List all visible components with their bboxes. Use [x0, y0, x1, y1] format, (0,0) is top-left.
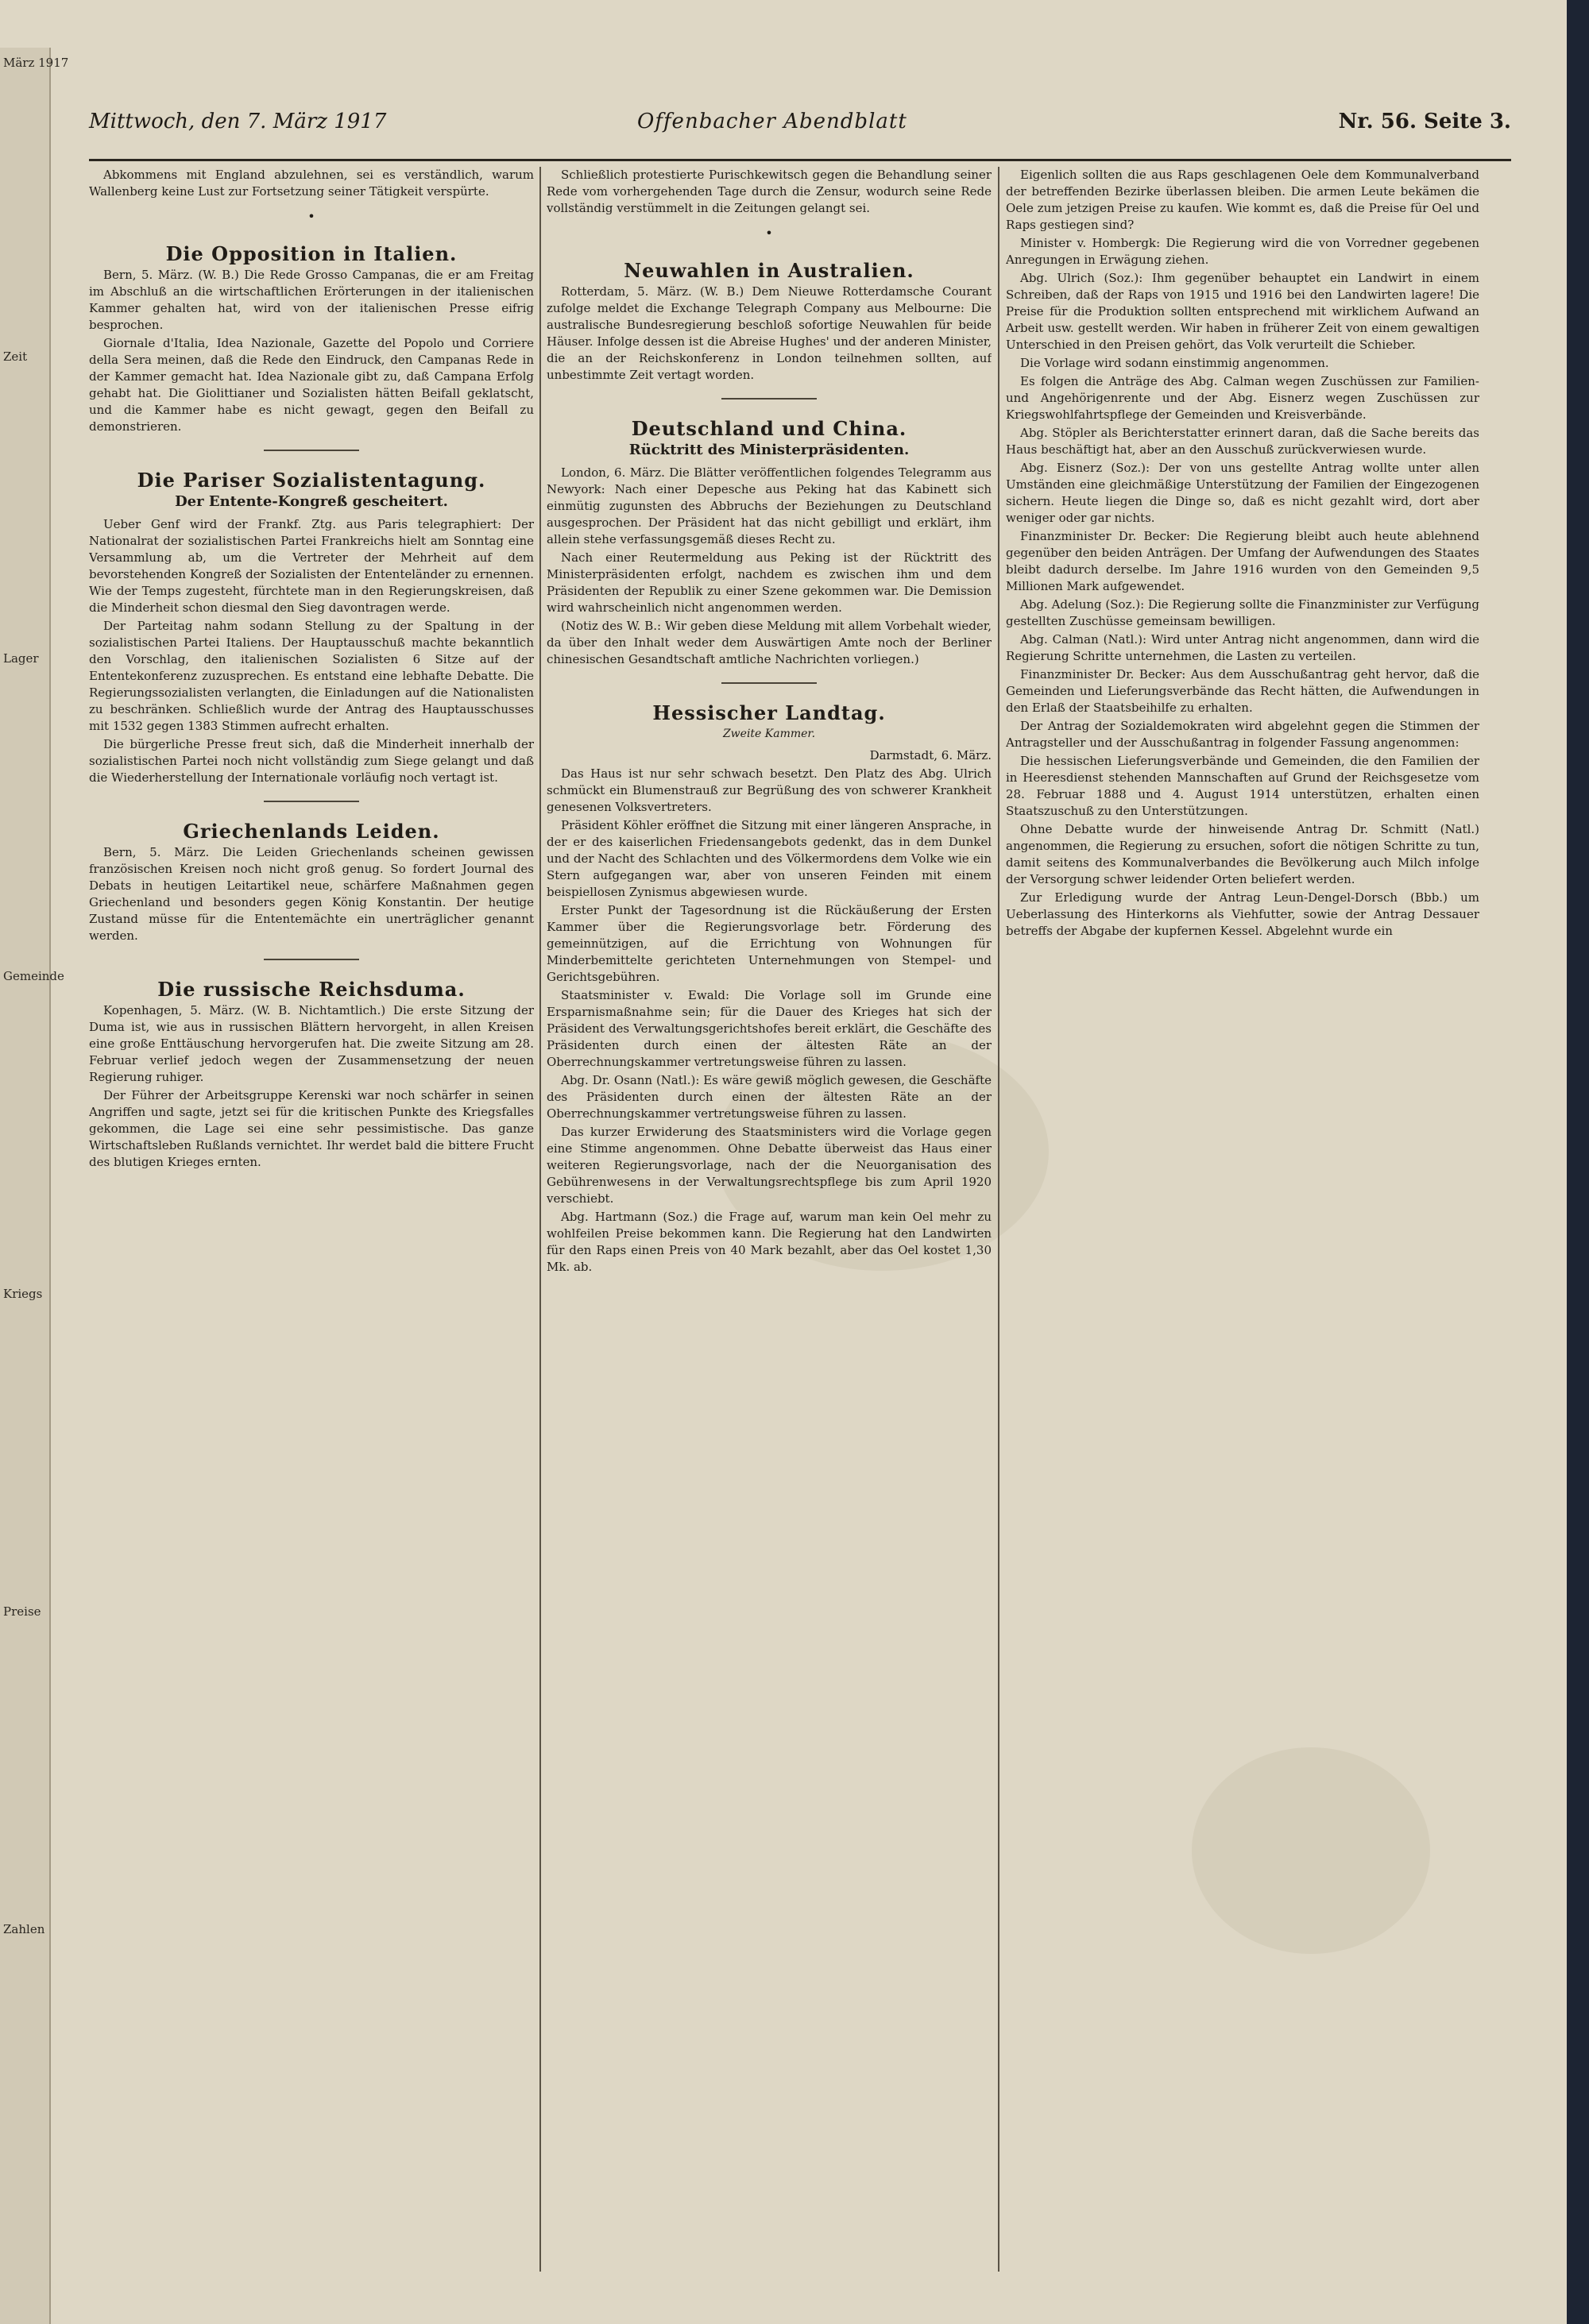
- article-text: Ohne Debatte wurde der hinweisende Antrag Dr. Schmitt (Natl.) angenommen, die Regierung zu ersuchen, sofort die nötigen Schritte zu tun, damit seitens des Kommunalverbandes die Bevölkerung auch Milch infolge der Versorgung schwer leidender Orten beliefert werden.: [1006, 822, 1479, 886]
- headline-hessian-landtag: Hessischer Landtag.: [652, 701, 886, 724]
- masthead: Offenbacher Abendblatt: [637, 110, 907, 133]
- article-text: Abg. Hartmann (Soz.) die Frage auf, warum man kein Oel mehr zu wohlfeilen Preise bekommen kann. Die Regierung hat den Landwirten für den Raps einen Preis von 40 Mark bezahlt, aber das Oel kostet 1,30 Mk. ab.: [547, 1210, 992, 1274]
- headline-russian-duma: Die russische Reichsduma.: [157, 978, 466, 1001]
- article-divider: [721, 398, 817, 400]
- column-rule: [539, 167, 541, 2272]
- prev-page-fragment: Preise: [3, 1604, 41, 1619]
- article-divider: [264, 450, 359, 451]
- page-number: Nr. 56. Seite 3.: [1338, 110, 1511, 133]
- article-text: Zur Erledigung wurde der Antrag Leun-Dengel-Dorsch (Bbb.) um Ueberlassung des Hinterkorns als Viehfutter, sowie der Antrag Dessauer betreffs der Abgabe der kupfernen Kessel. Abgelehnt wurde ein: [1006, 890, 1479, 938]
- prev-page-fragment: Lager: [3, 651, 39, 666]
- column-right: [1006, 167, 1479, 2280]
- article-text: Abg. Eisnerz (Soz.): Der von uns gestellte Antrag wollte unter allen Umständen eine gleichmäßige Unterstützung der Familien der Eingezogenen sichern. Heute liegen die Dinge so, daß es nicht gezahlt wird, dort aber weniger oder gar nichts.: [1006, 461, 1479, 525]
- subheadline-second-chamber: Zweite Kammer.: [722, 728, 816, 740]
- article-text: Finanzminister Dr. Becker: Die Regierung bleibt auch heute ablehnend gegenüber den beiden Anträgen. Der Umfang der Aufwendungen des Staates bleibt dadurch derselbe. Im Jahre 1916 wurden von den Gemeinden 9,5 Millionen Mark aufgewendet.: [1006, 529, 1479, 593]
- prev-page-fragment: Zahlen: [3, 1922, 45, 1936]
- article-text: Präsident Köhler eröffnet die Sitzung mit einer längeren Ansprache, in der er des kaiserlichen Friedensangebots gedenkt, das in dem Dunkel und der Nacht des Schlachten und des Völkermordens dem Volke wie ein Stern aufgegangen war, aber von unseren Feinden mit einem beispiellosen Zynismus abgewiesen wurde.: [547, 818, 992, 899]
- article-text: Der Antrag der Sozialdemokraten wird abgelehnt gegen die Stimmen der Antragsteller und der Ausschußantrag in folgender Fassung angenommen:: [1006, 719, 1479, 750]
- article-text: Giornale d'Italia, Idea Nazionale, Gazette del Popolo und Corriere della Sera meinen, daß die Rede den Eindruck, den Campanas Rede in der Kammer gemacht hat. Idea Nazionale gibt zu, daß Campana Erfolg gehabt hat. Die Giolittianer und Sozialisten hätten Beifall geklatscht, und die Kammer habe es nicht gewagt, gegen den Beifall zu demonstrieren.: [89, 336, 534, 434]
- page-header: [89, 103, 1511, 161]
- ornament: •: [307, 209, 315, 224]
- article-text: Nach einer Reutermeldung aus Peking ist der Rücktritt des Ministerpräsidenten erfolgt, nachdem es zwischen ihm und dem Präsidenten der Republik zu einer Szene gekommen war. Die Demission wird wahrscheinlich nicht angenommen werden.: [547, 550, 992, 615]
- article-text: Das kurzer Erwiderung des Staatsministers wird die Vorlage gegen eine Stimme angenommen. Ohne Debatte überweist das Haus einer weiteren Regierungsvorlage, nach der die Neuorganisation des Gebührenwesens in der Verwaltungsrechtspflege bis zum April 1920 verschiebt.: [547, 1125, 992, 1206]
- article-text: London, 6. März. Die Blätter veröffentlichen folgendes Telegramm aus Newyork: Nach einer Depesche aus Peking hat das Kabinett sich einmütig zugunsten des Abbruchs der Beziehungen zu Deutschland ausgesprochen. Der Präsident hat das nicht gebilligt und erklärt, ihm allein stehe verfassungsgemäß dieses Recht zu.: [547, 465, 992, 546]
- headline-opposition-italy: Die Opposition in Italien.: [165, 242, 458, 265]
- article-text: Rotterdam, 5. März. (W. B.) Dem Nieuwe Rotterdamsche Courant zufolge meldet die Exchange Telegraph Company aus Melbourne: Die australische Bundesregierung beschloß sofortige Neuwahlen für beide Häuser. Infolge dessen ist die Abreise Hughes' und der anderen Minister, die an der Reichskonferenz in London teilnehmen sollten, auf unbestimmte Zeit vertagt worden.: [547, 284, 992, 382]
- headline-greece: Griechenlands Leiden.: [183, 820, 440, 843]
- article-text: Minister v. Hombergk: Die Regierung wird die von Vorredner gegebenen Anregungen in Erwägung ziehen.: [1006, 236, 1479, 267]
- article-text: Kopenhagen, 5. März. (W. B. Nichtamtlich.) Die erste Sitzung der Duma ist, wie aus in russischen Blättern hervorgeht, in allen Kreisen eine große Enttäuschung hervorgerufen hat. Die zweite Sitzung am 28. Februar verlief jedoch wegen der Zusammensetzung der neuen Regierung ruhiger.: [89, 1003, 534, 1084]
- subheadline-resignation: Rücktritt des Ministerpräsidenten.: [628, 442, 910, 458]
- article-text: Eigenlich sollten die aus Raps geschlagenen Oele dem Kommunalverband der betreffenden Bezirke überlassen bleiben. Die armen Leute bekämen die Oele zum jetzigen Preise zu kaufen. Wie kommt es, daß die Preise für Oel und Raps gestiegen sind?: [1006, 168, 1479, 232]
- column-rule: [998, 167, 999, 2272]
- previous-page-edge: [0, 48, 69, 2324]
- headline-australia: Neuwahlen in Australien.: [624, 259, 914, 282]
- article-text: Abg. Calman (Natl.): Wird unter Antrag nicht angenommen, dann wird die Regierung Schritte unternehmen, die Lasten zu verteilen.: [1006, 632, 1479, 663]
- article-text: Es folgen die Anträge des Abg. Calman wegen Zuschüssen zur Familien- und Angehörigenrente und der Abg. Eisnerz wegen Zuschüssen zur Kriegswohlfahrtspflege der Gemeinden und Kreisverbände.: [1006, 374, 1479, 422]
- article-text: Abg. Ulrich (Soz.): Ihm gegenüber behauptet ein Landwirt in einem Schreiben, daß der Raps von 1915 und 1916 bei den Landwirten lagere! Die Preise für die Produktion sollten entsprechend mit wirklichem Aufwand an Arbeit usw. gestellt werden. Wir haben in früherer Zeit von einem gewaltigen Unterschied in den Preisen gehört, das Volk verurteilt die Schieber.: [1006, 271, 1479, 352]
- article-text: Abg. Adelung (Soz.): Die Regierung sollte die Finanzminister zur Verfügung gestellten Zuschüsse gemeinsam bewilligen.: [1006, 597, 1479, 628]
- article-text: Der Parteitag nahm sodann Stellung zu der Spaltung in der sozialistischen Partei Italiens. Der Hauptausschuß machte bekanntlich den Vorschlag, den italienischen Sozialisten 6 Sitze auf der Ententekonferenz zuzusprechen. Es entstand eine lebhafte Debatte. Die Regierungssozialisten verlangten, die Einladungen auf die Nationalisten zu beschränken. Schließlich wurde der Antrag des Hauptausschusses mit 1532 gegen 1383 Stimmen aufrecht erhalten.: [89, 619, 534, 733]
- article-divider: [264, 801, 359, 802]
- issue-date: Mittwoch, den 7. März 1917: [89, 110, 387, 133]
- article-text: Die bürgerliche Presse freut sich, daß die Minderheit innerhalb der sozialistischen Partei noch nicht vollständig zum Siege gelangt und daß die Wiederherstellung der Internationale vorläufig noch vertagt ist.: [89, 737, 534, 785]
- article-divider: [264, 959, 359, 960]
- article-text: Ueber Genf wird der Frankf. Ztg. aus Paris telegraphiert: Der Nationalrat der sozialistischen Partei Frankreichs hielt am Sonntag eine Versammlung ab, um die Vertreter der Mehrheit auf dem bevorstehenden Kongreß der Sozialisten der Ententeländer zu ernennen. Wie der Temps zugesteht, fürchtete man in den Regierungskreisen, daß die Minderheit schon diesmal den Sieg davontragen werde.: [89, 517, 534, 615]
- article-text: Abg. Dr. Osann (Natl.): Es wäre gewiß möglich gewesen, die Geschäfte des Präsidenten durch einen der ältesten Räte an der Oberrechnungskammer vertretungsweise führen zu lassen.: [547, 1073, 992, 1121]
- article-text: Staatsminister v. Ewald: Die Vorlage soll im Grunde eine Ersparnismaßnahme sein; für die Dauer des Krieges hat sich der Präsident des Verwaltungsgerichtshofes bereit erklärt, die Geschäfte des Präsidenten durch einen der ältesten Räte an der Oberrechnungskammer vertretungsweise führen zu lassen.: [547, 988, 992, 1069]
- article-text: Die Vorlage wird sodann einstimmig angenommen.: [1020, 356, 1329, 370]
- prev-page-fragment: März 1917: [3, 56, 69, 70]
- headline-paris-socialists: Die Pariser Sozialistentagung.: [137, 469, 486, 492]
- article-text: Finanzminister Dr. Becker: Aus dem Ausschußantrag geht hervor, daß die Gemeinden und Lieferungsverbände das Recht hätten, die Aufwendungen in den Erlaß der Staatsbeihilfe zu erhalten.: [1006, 667, 1479, 715]
- article-note: (Notiz des W. B.: Wir geben diese Meldung mit allem Vorbehalt wieder, da über den Inhalt weder dem Auswärtigen Amte noch der Berliner chinesischen Gesandtschaft amtliche Nachrichten vorliegen.): [547, 619, 992, 666]
- column-middle: [547, 167, 992, 2280]
- prev-page-fragment: Zeit: [3, 349, 28, 364]
- scan-border: [1567, 0, 1589, 2324]
- article-text: Schließlich protestierte Purischkewitsch gegen die Behandlung seiner Rede vom vorhergehenden Tage durch die Zensur, wodurch seine Rede vollständig verstümmelt in die Zeitungen gelangt sei.: [547, 168, 992, 215]
- ornament: •: [765, 226, 773, 241]
- article-text: Abg. Stöpler als Berichterstatter erinnert daran, daß die Sache bereits das Haus beschäftigt hat, aber an den Ausschuß zurückverwiesen wurde.: [1006, 426, 1479, 457]
- article-text: Die hessischen Lieferungsverbände und Gemeinden, die den Familien der in Heeresdienst stehenden Mannschaften auf Grund der Reichsgesetze vom 28. Februar 1888 und 4. August 1914 unterstützen, erhalten einen Staatszuschuß zu den Unterstützungen.: [1006, 754, 1479, 818]
- article-text: Erster Punkt der Tagesordnung ist die Rückäußerung der Ersten Kammer über die Regierungsvorlage betr. Förderung des gemeinnützigen, auf die Errichtung von Wohnungen für Minderbemittelte gerichteten Unternehmungen von Stempel- und Gerichtsgebühren.: [547, 903, 992, 984]
- article-text: Der Führer der Arbeitsgruppe Kerenski war noch schärfer in seinen Angriffen und sagte, jetzt sei für die kritischen Punkte des Kriegsfalles gekommen, die Lage sei eine sehr pessimistische. Das ganze Wirtschaftsleben Rußlands vernichtet. Ihr werdet bald die bittere Frucht des blutigen Krieges ernten.: [89, 1088, 534, 1169]
- article-divider: [721, 682, 817, 684]
- subheadline-entente-congress: Der Entente-Kongreß gescheitert.: [175, 493, 448, 510]
- article-text: Bern, 5. März. (W. B.) Die Rede Grosso Campanas, die er am Freitag im Abschluß an die wirtschaftlichen Erörterungen in der italienischen Kammer gehalten hat, wird von der italienischen Presse eifrig besprochen.: [89, 268, 534, 332]
- headline-germany-china: Deutschland und China.: [631, 417, 907, 440]
- column-left: [89, 167, 534, 2280]
- prev-page-fragment: Kriegs: [3, 1287, 43, 1301]
- prev-page-fragment: Gemeinde: [3, 969, 64, 983]
- article-text: Abkommens mit England abzulehnen, sei es verständlich, warum Wallenberg keine Lust zur Fortsetzung seiner Tätigkeit verspürte.: [89, 168, 534, 199]
- article-text: Das Haus ist nur sehr schwach besetzt. Den Platz des Abg. Ulrich schmückt ein Blumenstrauß zur Begrüßung des von schwerer Krankheit genesenen Volksvertreters.: [547, 766, 992, 814]
- dateline: Darmstadt, 6. März.: [869, 748, 992, 762]
- article-text: Bern, 5. März. Die Leiden Griechenlands scheinen gewissen französischen Kreisen noch nicht groß genug. So fordert Journal des Debats in heutigen Leitartikel neue, schärfere Maßnahmen gegen Griechenland und besonders gegen König Konstantin. Der heutige Zustand müsse für die Ententemächte ein unerträglicher genannt werden.: [89, 845, 534, 943]
